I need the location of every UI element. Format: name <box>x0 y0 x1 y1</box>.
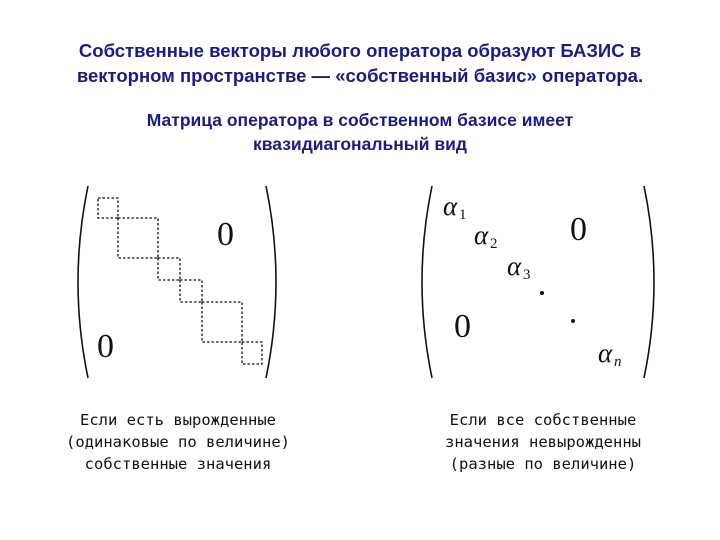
diagonal-block <box>180 280 202 302</box>
right-zero-lower: 0 <box>454 308 471 345</box>
right-zero-upper: 0 <box>570 211 587 248</box>
left-caption-line-3: собственные значения <box>84 455 272 473</box>
diagonal-block <box>158 258 180 280</box>
alpha-1-symbol: α <box>443 191 458 221</box>
left-caption-line-2: (одинаковые по величине) <box>66 433 290 451</box>
diagonal-block <box>202 302 242 342</box>
title-line-1: Собственные векторы любого оператора образуют БАЗИС в <box>78 40 642 61</box>
right-caption-line-2: значения невырожденны <box>445 433 641 451</box>
alpha-1-subscript: 1 <box>459 207 467 223</box>
alpha-2-symbol: α <box>474 220 489 250</box>
alpha-n-symbol: α <box>598 338 613 368</box>
right-caption-line-3: (разные по величине) <box>449 455 637 473</box>
right-matrix-left-bracket <box>422 186 432 378</box>
alpha-2-subscript: 2 <box>490 236 498 252</box>
left-matrix-diagonal-blocks <box>98 198 262 364</box>
left-matrix-left-bracket <box>78 186 88 378</box>
alpha-3-symbol: α <box>507 251 522 281</box>
ellipsis-dot <box>540 291 544 295</box>
left-matrix-right-bracket <box>266 186 276 378</box>
diagonal-block <box>98 198 118 218</box>
right-caption-line-1: Если все собственные <box>449 411 637 429</box>
left-caption-line-1: Если есть вырожденные <box>80 411 276 429</box>
left-zero-lower: 0 <box>97 328 114 365</box>
diagonal-block <box>242 342 262 364</box>
subtitle-line-1: Матрица оператора в собственном базисе имеет <box>146 110 574 130</box>
title-line-2: векторном пространстве — «собственный базис» оператора. <box>76 65 644 86</box>
left-caption <box>28 409 328 475</box>
right-caption <box>393 409 693 475</box>
subtitle-line-2: квазидиагональный вид <box>253 134 467 154</box>
right-matrix-right-bracket <box>644 186 654 378</box>
diagonal-block <box>118 218 158 258</box>
alpha-3-subscript: 3 <box>523 267 531 283</box>
alpha-n-subscript: n <box>614 354 622 370</box>
ellipsis-dot <box>571 319 575 323</box>
left-zero-upper: 0 <box>217 216 234 253</box>
